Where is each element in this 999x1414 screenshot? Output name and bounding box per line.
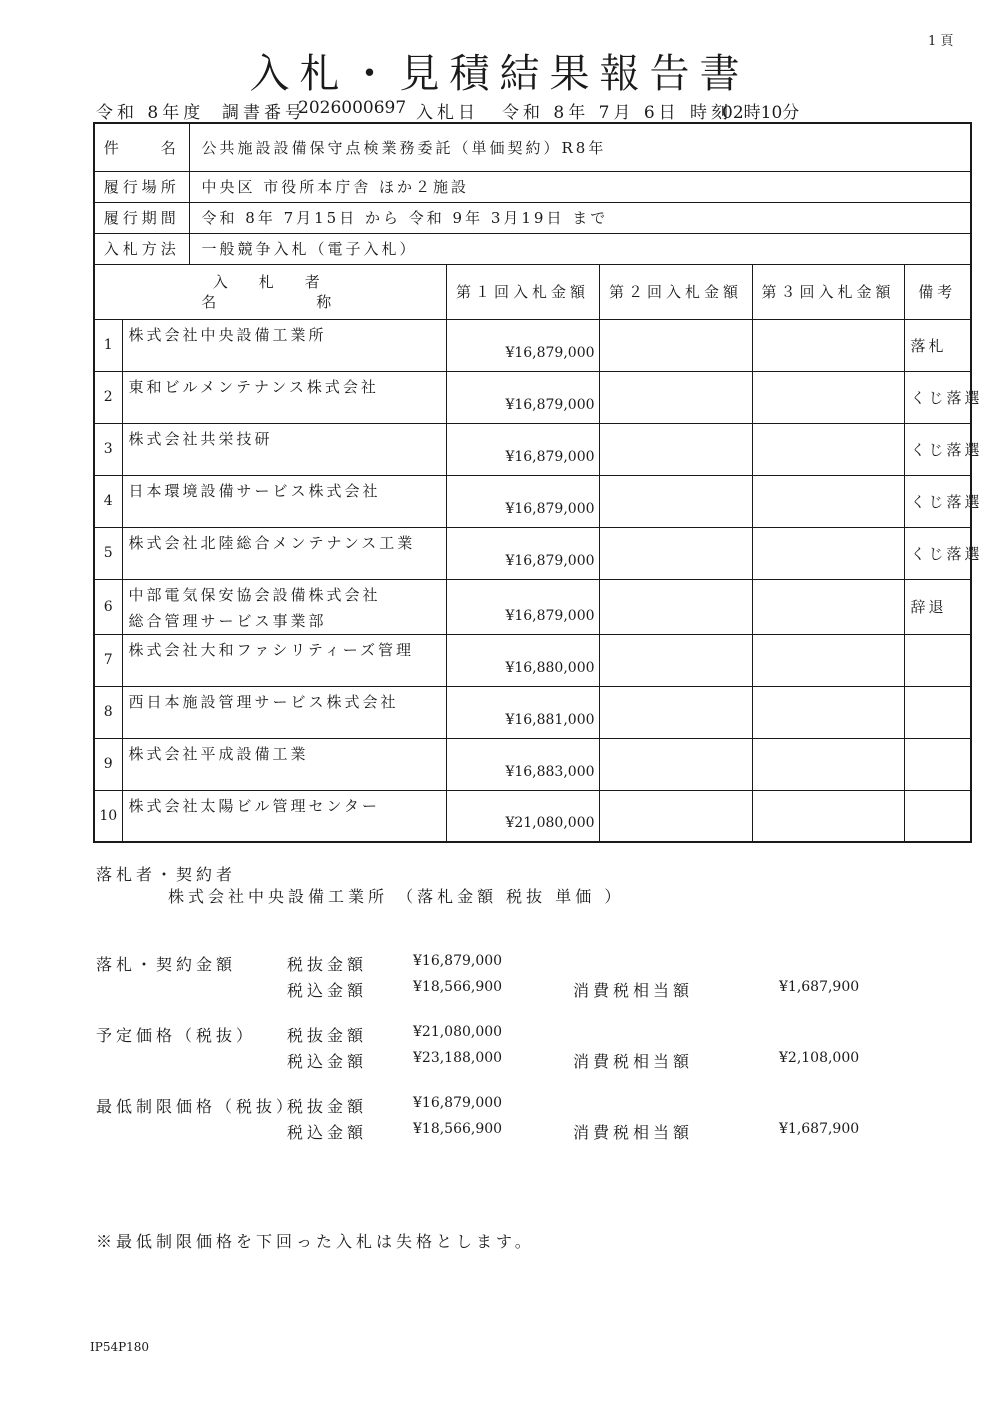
round1-amount: ¥16,883,000 <box>446 738 599 790</box>
round3-amount <box>752 790 904 842</box>
tax-value: ¥1,687,900 <box>779 979 860 995</box>
round2-amount <box>599 371 752 423</box>
bid-date: 令和 8年 7月 6日 <box>502 103 680 123</box>
doc-no: 2026000697 <box>298 98 407 118</box>
bidder-row <box>94 579 971 634</box>
round2-amount <box>599 423 752 475</box>
round3-amount <box>752 527 904 579</box>
round3-header: 第３回入札金額 <box>752 264 904 319</box>
bidder-name: 株式会社太陽ビル管理センター <box>122 790 446 842</box>
bidder-remark: くじ落選 <box>904 423 971 475</box>
fiscal-year: 令和 8年度 <box>96 103 205 123</box>
summary-label: 最低制限価格（税抜） <box>96 1097 297 1116</box>
bidder-row <box>94 686 971 738</box>
bidder-row <box>94 319 971 371</box>
round1-amount: ¥16,879,000 <box>446 319 599 371</box>
bidder-remark: 落札 <box>904 319 971 371</box>
summary-label: 予定価格（税抜） <box>96 1026 257 1045</box>
round2-amount <box>599 738 752 790</box>
date-label: 入札日 <box>416 103 479 123</box>
bidder-column-header: 入 札 者 名 称 <box>94 264 446 319</box>
info-label: 入札方法 <box>94 233 189 264</box>
info-row <box>94 233 971 264</box>
summary-value: ¥21,080,000 <box>413 1024 503 1040</box>
bid-time: 02時10分 <box>722 103 800 123</box>
winner-heading: 落札者・契約者 <box>96 865 237 884</box>
info-row <box>94 123 971 171</box>
round3-amount <box>752 475 904 527</box>
bidder-row <box>94 790 971 842</box>
round1-amount: ¥16,879,000 <box>446 371 599 423</box>
summary-key: 税込金額 <box>287 1123 368 1142</box>
round3-amount <box>752 423 904 475</box>
form-code: IP54P180 <box>90 1340 150 1354</box>
bidder-number: 2 <box>94 371 122 423</box>
tax-value: ¥2,108,000 <box>779 1050 860 1066</box>
bidder-remark <box>904 790 971 842</box>
info-label: 履行期間 <box>94 202 189 233</box>
bidder-number: 9 <box>94 738 122 790</box>
note-text: ※最低制限価格を下回った入札は失格とします。 <box>96 1232 535 1251</box>
info-value: 公共施設設備保守点検業務委託（単価契約）R8年 <box>189 123 971 171</box>
round1-header: 第１回入札金額 <box>446 264 599 319</box>
summary-label: 落札・契約金額 <box>96 955 237 974</box>
bidder-number: 4 <box>94 475 122 527</box>
bidder-row <box>94 738 971 790</box>
tax-value: ¥1,687,900 <box>779 1121 860 1137</box>
winner-detail: 株式会社中央設備工業所 （落札金額 税抜 単価 ） <box>168 887 625 906</box>
round3-amount <box>752 738 904 790</box>
summary-value: ¥18,566,900 <box>413 979 503 995</box>
time-label: 時刻 <box>690 103 732 123</box>
info-value: 令和 8年 7月15日 から 令和 9年 3月19日 まで <box>189 202 971 233</box>
bidder-number: 7 <box>94 634 122 686</box>
bidder-remark: くじ落選 <box>904 371 971 423</box>
round2-amount <box>599 790 752 842</box>
bid-result-table <box>93 122 983 843</box>
bidder-remark <box>904 738 971 790</box>
round3-amount <box>752 319 904 371</box>
bidder-remark: くじ落選 <box>904 527 971 579</box>
bidder-number: 6 <box>94 579 122 634</box>
info-label: 履行場所 <box>94 171 189 202</box>
summary-value: ¥23,188,000 <box>413 1050 503 1066</box>
summary-key: 税抜金額 <box>287 955 368 974</box>
bidder-name: 株式会社中央設備工業所 <box>122 319 446 371</box>
summary-key: 税込金額 <box>287 1052 368 1071</box>
info-row <box>94 202 971 233</box>
tax-label: 消費税相当額 <box>573 981 694 1000</box>
tax-label: 消費税相当額 <box>573 1123 694 1142</box>
round2-amount <box>599 475 752 527</box>
bidder-row <box>94 423 971 475</box>
bidder-number: 1 <box>94 319 122 371</box>
round1-amount: ¥16,880,000 <box>446 634 599 686</box>
tax-label: 消費税相当額 <box>573 1052 694 1071</box>
info-row <box>94 171 971 202</box>
document-title: 入札・見積結果報告書 <box>249 51 750 97</box>
round2-amount <box>599 634 752 686</box>
round3-amount <box>752 686 904 738</box>
round3-amount <box>752 371 904 423</box>
info-label: 件 名 <box>94 123 189 171</box>
bidder-row <box>94 371 971 423</box>
bidder-remark <box>904 634 971 686</box>
page-number: 1 頁 <box>928 34 954 49</box>
summary-value: ¥16,879,000 <box>413 1095 503 1111</box>
round1-amount: ¥16,879,000 <box>446 527 599 579</box>
round1-amount: ¥16,879,000 <box>446 579 599 634</box>
info-value: 一般競争入札（電子入札） <box>189 233 971 264</box>
bidder-name: 日本環境設備サービス株式会社 <box>122 475 446 527</box>
round2-amount <box>599 579 752 634</box>
round1-amount: ¥21,080,000 <box>446 790 599 842</box>
bidder-name: 中部電気保安協会設備株式会社 総合管理サービス事業部 <box>122 579 446 634</box>
round2-header: 第２回入札金額 <box>599 264 752 319</box>
bidder-remark: くじ落選 <box>904 475 971 527</box>
bidder-number: 8 <box>94 686 122 738</box>
bidder-name: 東和ビルメンテナンス株式会社 <box>122 371 446 423</box>
bidder-name: 株式会社大和ファシリティーズ管理 <box>122 634 446 686</box>
summary-key: 税抜金額 <box>287 1026 368 1045</box>
info-value: 中央区 市役所本庁舎 ほか２施設 <box>189 171 971 202</box>
column-header-row <box>94 264 971 319</box>
bidder-row <box>94 475 971 527</box>
bidder-remark: 辞退 <box>904 579 971 634</box>
round1-amount: ¥16,881,000 <box>446 686 599 738</box>
bidder-number: 3 <box>94 423 122 475</box>
bidder-name: 株式会社北陸総合メンテナンス工業 <box>122 527 446 579</box>
round3-amount <box>752 634 904 686</box>
bidder-number: 10 <box>94 790 122 842</box>
bidder-name: 西日本施設管理サービス株式会社 <box>122 686 446 738</box>
bidder-number: 5 <box>94 527 122 579</box>
bidder-row <box>94 634 971 686</box>
bidder-remark <box>904 686 971 738</box>
summary-value: ¥18,566,900 <box>413 1121 503 1137</box>
doc-no-label: 調書番号 <box>222 103 306 123</box>
round1-amount: ¥16,879,000 <box>446 423 599 475</box>
summary-key: 税抜金額 <box>287 1097 368 1116</box>
remarks-header: 備考 <box>904 264 971 319</box>
round2-amount <box>599 319 752 371</box>
bidder-name: 株式会社共栄技研 <box>122 423 446 475</box>
round3-amount <box>752 579 904 634</box>
bidder-row <box>94 527 971 579</box>
summary-key: 税込金額 <box>287 981 368 1000</box>
round1-amount: ¥16,879,000 <box>446 475 599 527</box>
summary-value: ¥16,879,000 <box>413 953 503 969</box>
round2-amount <box>599 686 752 738</box>
bidder-name: 株式会社平成設備工業 <box>122 738 446 790</box>
round2-amount <box>599 527 752 579</box>
